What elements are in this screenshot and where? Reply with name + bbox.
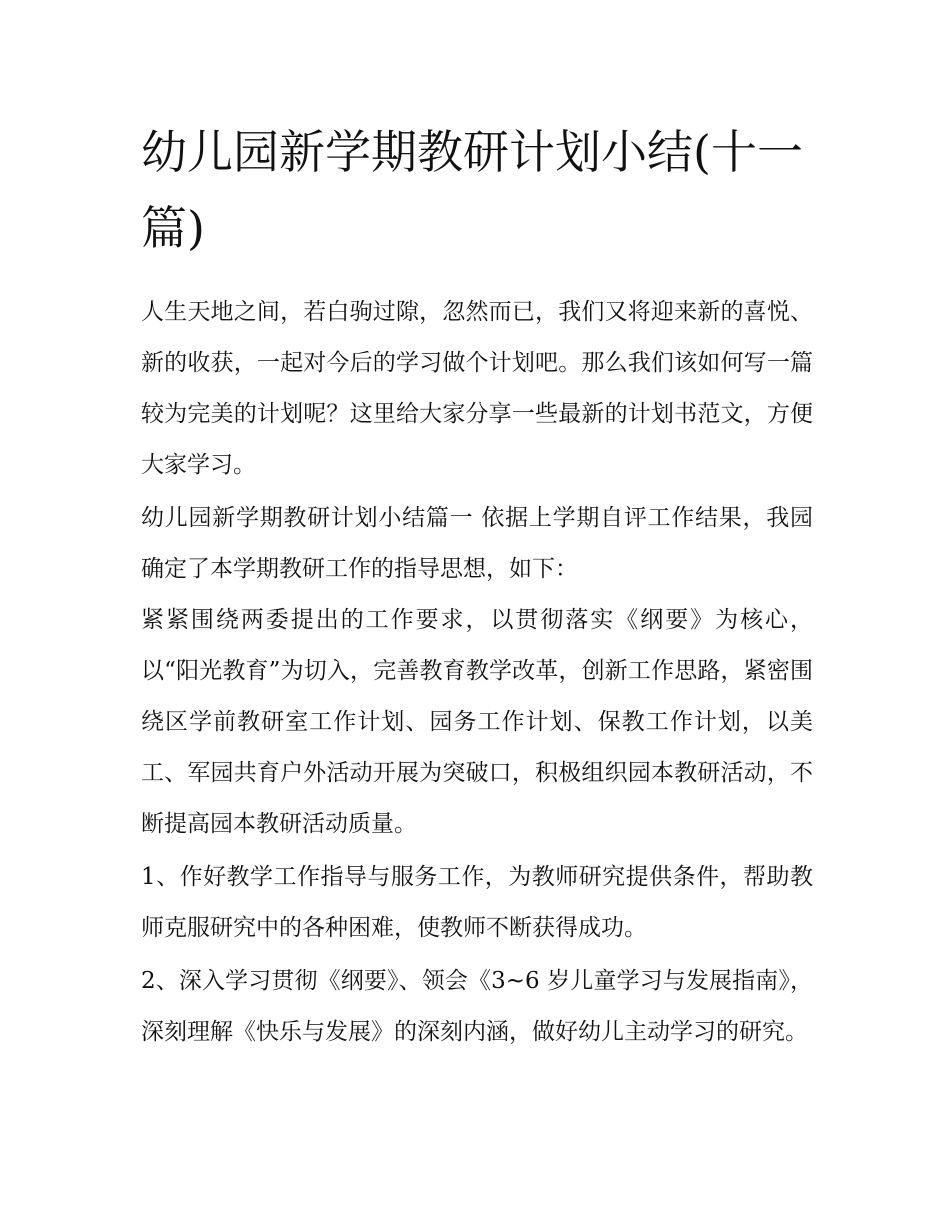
document-title: 幼儿园新学期教研计划小结(十一篇) xyxy=(141,125,803,255)
paragraph-part-one: 幼儿园新学期教研计划小结篇一 依据上学期自评工作结果，我园确定了本学期教研工作的指导思想，如下： xyxy=(141,505,813,582)
paragraph-item-1: 1、作好教学工作指导与服务工作，为教师研究提供条件，帮助教师克服研究中的各种困难，使教师不断获得成功。 xyxy=(141,864,813,941)
document-body xyxy=(141,114,813,1058)
paragraph-item-2: 2、深入学习贯彻《纲要》、领会《3~6 岁儿童学习与发展指南》，深刻理解《快乐与发展》的深刻内涵，做好幼儿主动学习的研究。 xyxy=(141,968,813,1045)
paragraph-intro: 人生天地之间，若白驹过隙，忽然而已，我们又将迎来新的喜悦、新的收获，一起对今后的学习做个计划吧。那么我们该如何写一篇较为完美的计划呢？这里给大家分享一些最新的计划书范文，方便大家学习。 xyxy=(141,299,813,478)
paragraph-guiding-thought: 紧紧围绕两委提出的工作要求，以贯彻落实《纲要》为核心，以“阳光教育”为切入，完善教育教学改革，创新工作思路，紧密围绕区学前教研室工作计划、园务工作计划、保教工作计划，以美工、军园共育户外活动开展为突破口，积极组织园本教研活动，不断提高园本教研活动质量。 xyxy=(141,607,813,837)
